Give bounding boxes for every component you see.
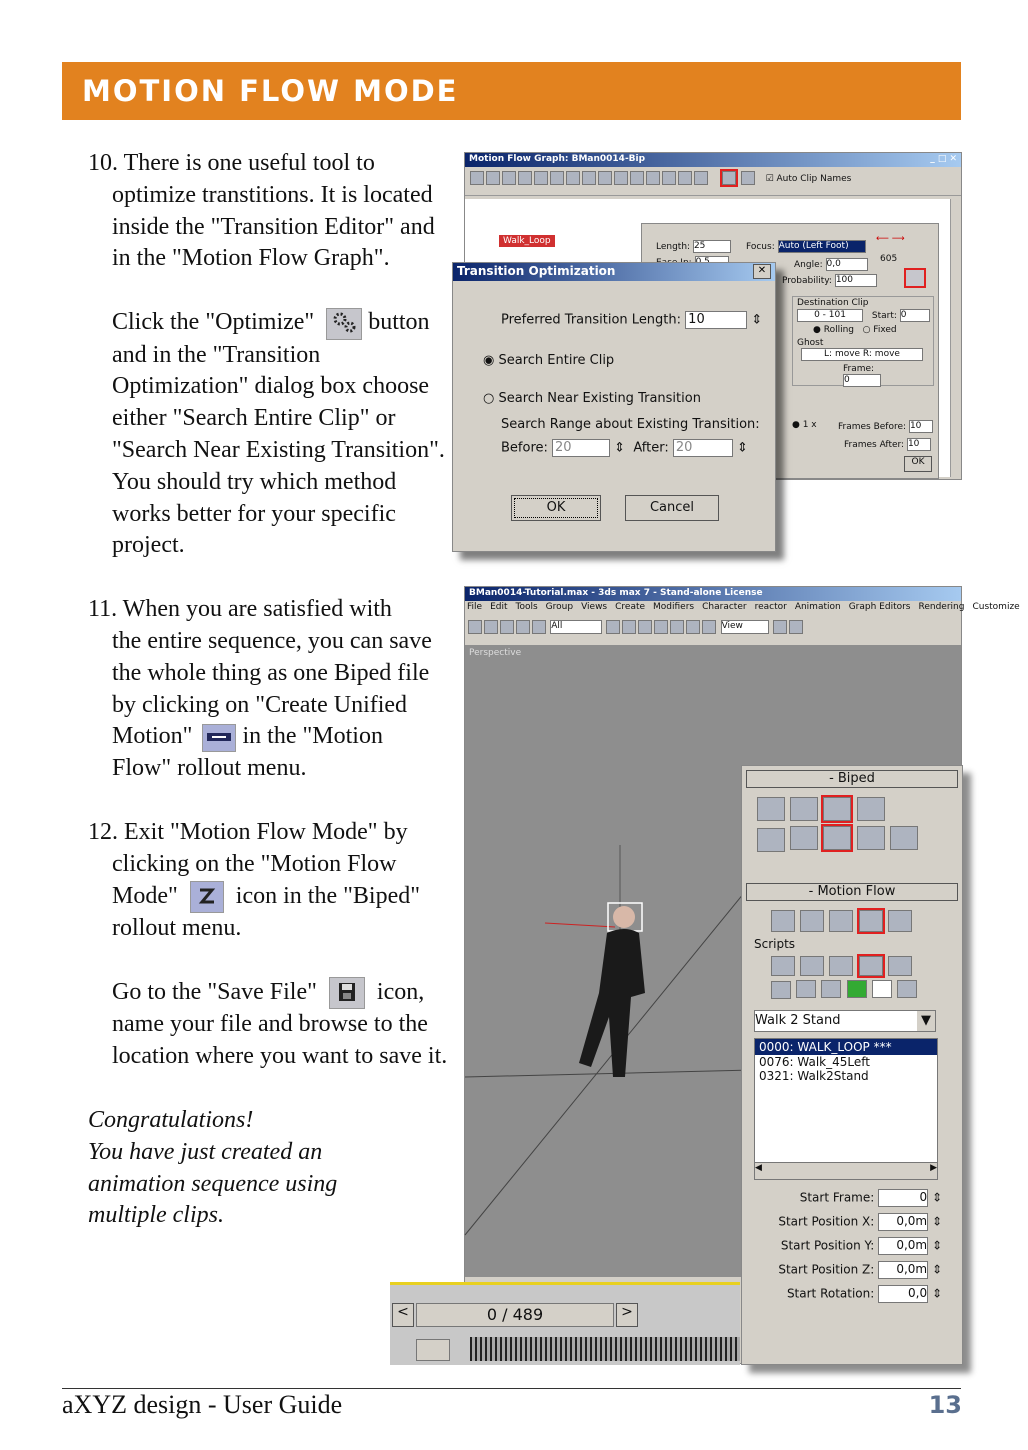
start-pos-z-row: Start Position Z: 0,0m ⇕ xyxy=(742,1258,962,1282)
list-item[interactable]: 0000: WALK_LOOP *** xyxy=(755,1039,937,1055)
move-all-icon[interactable] xyxy=(890,826,918,850)
unified-motion-icon xyxy=(202,724,236,752)
mixer-mode-icon[interactable] xyxy=(857,797,885,821)
toolbar-icon[interactable] xyxy=(534,171,548,185)
playback-icon[interactable] xyxy=(757,828,785,852)
section-title: MOTION FLOW MODE xyxy=(82,74,459,108)
ghost-field[interactable]: L: move R: move xyxy=(801,348,923,361)
ghost-frame-field: Frame: 0 xyxy=(793,361,933,390)
clip-icon[interactable] xyxy=(847,980,867,998)
toolbar-icon[interactable] xyxy=(582,171,596,185)
one-x-radio[interactable]: ● 1 x xyxy=(792,420,817,430)
rolling-fixed-radios[interactable]: ● Rolling ○ Fixed xyxy=(813,325,897,335)
track-bar[interactable] xyxy=(470,1337,740,1361)
spinner-icon[interactable]: ⇕ xyxy=(751,312,763,328)
delete-script-icon[interactable] xyxy=(829,956,853,976)
menu-item[interactable]: reactor xyxy=(754,602,787,612)
step-12-text: clicking on the "Motion Flow Mode" xyxy=(112,850,397,909)
window-cross-icon[interactable] xyxy=(654,620,668,634)
track-icon[interactable] xyxy=(416,1339,450,1361)
rotate-icon[interactable] xyxy=(686,620,700,634)
menu-item[interactable]: Create xyxy=(615,602,646,612)
save-mfe-icon[interactable] xyxy=(829,910,853,932)
show-graph-icon[interactable] xyxy=(771,910,795,932)
motion-flow-rollout-header[interactable]: - Motion Flow xyxy=(746,883,958,901)
link-icon[interactable] xyxy=(500,620,514,634)
unified-motion-icon[interactable] xyxy=(859,956,883,976)
ok-button[interactable]: OK xyxy=(511,495,601,521)
clip-node-walk-loop[interactable]: Walk_Loop xyxy=(499,235,555,247)
motion-flow-tool-icon[interactable] xyxy=(859,910,883,932)
frames-after-field: Frames After: 10 xyxy=(844,438,931,451)
optimize-icon xyxy=(326,308,362,340)
footstep-mode-icon[interactable] xyxy=(790,797,818,821)
step-12-heading: 12. Exit "Motion Flow Mode" by xyxy=(88,819,408,846)
menu-item[interactable]: Customize xyxy=(972,602,1020,612)
optimize-text-before: Click the "Optimize" xyxy=(112,309,315,336)
biped-rollout-header[interactable]: - Biped xyxy=(746,770,958,788)
percent-icon[interactable] xyxy=(800,956,824,976)
start-fields xyxy=(742,1186,962,1306)
toolbar-icon[interactable] xyxy=(566,171,580,185)
preferred-length-row xyxy=(501,311,762,329)
search-range-label: Search Range about Existing Transition: xyxy=(501,417,760,432)
step-10-heading: 10. There is one useful tool to xyxy=(88,150,375,176)
start-rotation-row: Start Rotation: 0,0 ⇕ xyxy=(742,1282,962,1306)
arrow-icon[interactable]: ⟵ ⟶ xyxy=(876,234,905,244)
congrats-heading: Congratulations! xyxy=(88,1106,254,1133)
optimize-text-after: button and in the "Transition Optimization" dialog box choose either "Search Entire Clip" or "Search Near Existing Transition". xyxy=(112,309,445,464)
congrats-line-1: You have just created an xyxy=(88,1138,323,1165)
toolbar-icon[interactable] xyxy=(518,171,532,185)
dialog-title: Transition Optimization xyxy=(457,264,616,278)
before-after-row xyxy=(501,439,748,457)
load-mfe-icon[interactable] xyxy=(800,910,824,932)
command-panel xyxy=(741,765,963,1365)
motion-flow-mode-icon[interactable] xyxy=(823,797,851,821)
motion-flow-tools xyxy=(742,905,962,937)
convert-icon[interactable] xyxy=(857,826,885,850)
footer-divider xyxy=(62,1388,961,1389)
timeline-strip xyxy=(390,1282,740,1365)
move-icon[interactable] xyxy=(670,620,684,634)
scale-icon[interactable] xyxy=(702,620,716,634)
menu-item[interactable]: Animation xyxy=(794,602,841,612)
start-pos-y-row: Start Position Y: 0,0m ⇕ xyxy=(742,1234,962,1258)
start-pos-x-row: Start Position X: 0,0m ⇕ xyxy=(742,1210,962,1234)
cut-icon[interactable] xyxy=(771,981,791,999)
reference-coord-dropdown[interactable]: View xyxy=(721,620,769,634)
header-banner xyxy=(62,62,961,120)
select-icon[interactable] xyxy=(606,620,620,634)
prev-frame-button[interactable]: < xyxy=(392,1303,414,1327)
bind-icon[interactable] xyxy=(532,620,546,634)
dialog-titlebar xyxy=(453,263,775,281)
toolbar-icon[interactable] xyxy=(630,171,644,185)
frame-value: 605 xyxy=(880,254,898,264)
search-near-transition-radio[interactable]: ○ Search Near Existing Transition xyxy=(483,391,701,406)
destination-clip-label: Destination Clip xyxy=(797,298,869,308)
random-icon[interactable] xyxy=(888,956,912,976)
start-field[interactable]: 0 xyxy=(900,309,930,322)
method-tip: You should try which method works better for your specific project. xyxy=(112,468,397,559)
scripts-tools xyxy=(742,951,962,1004)
viewport-label: Perspective xyxy=(469,648,522,658)
optimize-instruction xyxy=(88,307,448,467)
menu-item[interactable]: Modifiers xyxy=(653,602,695,612)
angle-field: Angle: 0,0 xyxy=(794,258,868,271)
menu-item[interactable]: Tools xyxy=(515,602,538,612)
ghost-label: Ghost xyxy=(797,338,824,348)
start-frame-row: Start Frame: 0 ⇕ xyxy=(742,1186,962,1210)
instruction-text xyxy=(88,148,448,1232)
region-icon[interactable] xyxy=(638,620,652,634)
graph-title: Motion Flow Graph: BMan0014-Bip xyxy=(469,154,646,164)
before-label: Before: xyxy=(501,440,548,456)
script-dropdown[interactable]: Walk 2 Stand ▼ xyxy=(754,1010,936,1032)
toolbar-icon[interactable] xyxy=(502,171,516,185)
page-number: 13 xyxy=(928,1391,962,1419)
max-titlebar: BMan0014-Tutorial.max - 3ds max 7 - Stand-alone License xyxy=(465,587,961,601)
menu-item[interactable]: Character xyxy=(702,602,747,612)
toolbar-icon[interactable] xyxy=(741,171,755,185)
motion-flow-mode-icon xyxy=(190,881,224,913)
figure-mode-icon[interactable] xyxy=(757,797,785,821)
transition-optimization-dialog xyxy=(452,262,776,552)
step-10-body: optimize transtitions. It is located inside the "Transition Editor" and in the "Motion Flow Graph". xyxy=(112,181,435,272)
menu-item[interactable]: File xyxy=(467,602,483,612)
script-list[interactable] xyxy=(754,1038,938,1180)
toolbar-icon[interactable] xyxy=(678,171,692,185)
time-slider[interactable]: 0 / 489 xyxy=(416,1303,614,1327)
preferred-length-field[interactable]: 10 xyxy=(685,311,747,329)
pivot-icon[interactable] xyxy=(773,620,787,634)
step-11-end: in the "Motion Flow" rollout menu. xyxy=(112,723,383,782)
delete-icon[interactable] xyxy=(888,910,912,932)
save-file-icon[interactable] xyxy=(823,826,851,850)
toolbar-icon[interactable] xyxy=(598,171,612,185)
save-text-after: icon, name your file and browse to the location where you want to save it. xyxy=(112,978,448,1070)
menu-item[interactable]: Group xyxy=(545,602,574,612)
list-scrollbar[interactable]: ◀ ▶ xyxy=(755,1162,937,1179)
preferred-length-label: Preferred Transition Length: xyxy=(501,312,682,328)
probability-field: Probability: 100 xyxy=(782,274,877,287)
toolbar-icon[interactable] xyxy=(646,171,660,185)
optimize-icon[interactable] xyxy=(722,171,736,185)
menu-item[interactable]: Rendering xyxy=(918,602,965,612)
next-frame-button[interactable]: > xyxy=(616,1303,638,1327)
save-instruction xyxy=(88,977,448,1073)
redo-icon[interactable] xyxy=(484,620,498,634)
step-11-text: the entire sequence, you can save the whole thing as one Biped file by clicking on "Create Unified Motion" xyxy=(112,628,432,750)
step-11-heading: 11. When you are satisfied with xyxy=(88,596,392,623)
mirror-icon[interactable] xyxy=(789,620,803,634)
save-file-icon xyxy=(329,977,365,1009)
step-11-body xyxy=(88,626,448,785)
toolbar-icon[interactable] xyxy=(694,171,708,185)
editor-ok-button[interactable]: OK xyxy=(904,456,932,472)
congrats-line-2: animation sequence using xyxy=(88,1170,338,1197)
spinner-icon[interactable]: ⇕ xyxy=(737,440,748,456)
toolbar-icon[interactable] xyxy=(662,171,676,185)
toolbar-icon[interactable] xyxy=(486,171,500,185)
list-item[interactable]: 0076: Walk_45Left xyxy=(759,1055,870,1069)
congrats-line-3: multiple clips. xyxy=(88,1202,224,1229)
destination-clip-group xyxy=(792,296,934,386)
menu-item[interactable]: Edit xyxy=(490,602,508,612)
save-text-before: Go to the "Save File" xyxy=(112,978,317,1005)
undo-icon[interactable] xyxy=(468,620,482,634)
transition-icon[interactable] xyxy=(872,980,892,998)
range-field[interactable]: 0 - 101 xyxy=(797,309,863,322)
toolbar-icon[interactable] xyxy=(550,171,564,185)
menu-bar xyxy=(465,601,1020,617)
start-label: Start: xyxy=(871,311,897,321)
spinner-icon[interactable]: ⇕ xyxy=(614,440,626,456)
optimize-icon[interactable] xyxy=(906,270,924,286)
frames-before-field: Frames Before: 10 xyxy=(838,420,933,433)
biped-tools xyxy=(742,792,962,857)
close-icon[interactable]: ✕ xyxy=(753,264,771,279)
auto-clip-names-checkbox[interactable]: ☑ Auto Clip Names xyxy=(765,174,852,184)
focus-field: Focus: Auto (Left Foot) xyxy=(746,240,866,253)
selection-filter-dropdown[interactable]: All xyxy=(550,620,602,634)
after-label: After: xyxy=(633,440,669,456)
graph-titlebar xyxy=(465,153,961,167)
define-script-icon[interactable] xyxy=(771,956,795,976)
unlink-icon[interactable] xyxy=(516,620,530,634)
max-window xyxy=(464,586,1020,1364)
step-12-body xyxy=(88,849,448,945)
menu-item[interactable]: Views xyxy=(581,602,608,612)
after-field[interactable]: 20 xyxy=(673,439,733,457)
toolbar-icon[interactable] xyxy=(470,171,484,185)
list-item[interactable]: 0321: Walk2Stand xyxy=(759,1069,869,1083)
graph-toolbar xyxy=(465,167,961,196)
cancel-button[interactable]: Cancel xyxy=(625,495,719,521)
length-field: Length: 25 xyxy=(656,240,731,253)
menu-item[interactable]: Graph Editors xyxy=(848,602,911,612)
load-file-icon[interactable] xyxy=(790,826,818,850)
graph-scrollbar[interactable] xyxy=(950,199,961,477)
paste-icon[interactable] xyxy=(821,980,841,998)
step-12-end: icon in the "Biped" rollout menu. xyxy=(112,882,421,942)
window-controls[interactable]: _ □ ✕ xyxy=(930,154,957,164)
toolbar-icon[interactable] xyxy=(614,171,628,185)
copy-icon[interactable] xyxy=(796,980,816,998)
select-name-icon[interactable] xyxy=(622,620,636,634)
footer-text: aXYZ design - User Guide xyxy=(62,1390,343,1419)
before-field[interactable]: 20 xyxy=(552,439,610,457)
goto-icon[interactable] xyxy=(897,980,917,998)
search-entire-clip-radio[interactable]: ◉ Search Entire Clip xyxy=(483,353,615,368)
scripts-label: Scripts xyxy=(754,937,796,951)
